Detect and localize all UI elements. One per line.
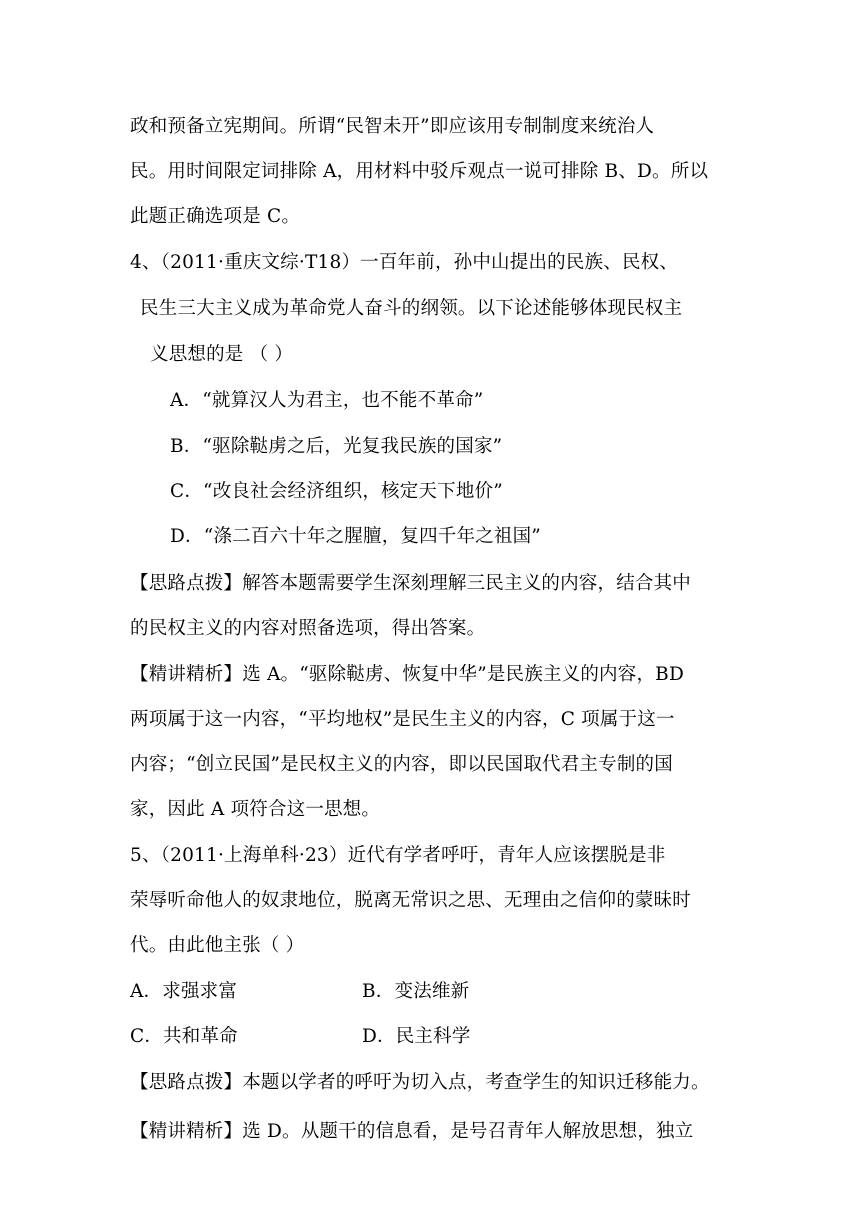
q5-stem-line-3: 代。由此他主张（ ）: [130, 935, 305, 956]
q4-hint-line-1: 【思路点拨】解答本题需要学生深刻理解三民主义的内容，结合其中: [130, 573, 692, 594]
q4-option-a: A．“就算汉人为君主，也不能不革命”: [170, 390, 484, 411]
q4-analysis-line-4: 家，因此 A 项符合这一思想。: [130, 799, 381, 820]
q4-stem-line-2: 民生三大主义成为革命党人奋斗的纲领。以下论述能够体现民权主: [140, 298, 683, 319]
q5-option-c: C．共和革命: [130, 1026, 238, 1047]
q4-option-d: D．“涤二百六十年之腥膻，复四千年之祖国”: [170, 526, 541, 547]
q4-analysis-line-3: 内容；“创立民国”是民权主义的内容，即以民国取代君主专制的国: [130, 754, 673, 775]
q4-option-c: C．“改良社会经济组织，核定天下地价”: [170, 481, 503, 502]
prev-answer-line-2: 民。用时间限定词排除 A，用材料中驳斥观点一说可排除 B、D。所以: [130, 161, 709, 182]
q4-analysis-line-2: 两项属于这一内容，“平均地权”是民生主义的内容，C 项属于这一: [130, 709, 675, 730]
prev-answer-line-1: 政和预备立宪期间。所谓“民智未开”即应该用专制制度来统治人: [130, 116, 655, 137]
q5-stem-line-2: 荣辱听命他人的奴隶地位，脱离无常识之思、无理由之信仰的蒙昧时: [130, 890, 692, 911]
q5-hint: 【思路点拨】本题以学者的呼吁为切入点，考查学生的知识迁移能力。: [130, 1072, 710, 1093]
prev-answer-line-3: 此题正确选项是 C。: [130, 206, 301, 227]
q5-option-b: B．变法维新: [362, 981, 470, 1002]
q4-option-b: B．“驱除鞑虏之后，光复我民族的国家”: [170, 436, 503, 457]
q4-stem-line-3: 义思想的是 （ ）: [150, 344, 294, 365]
q5-option-a: A．求强求富: [130, 981, 238, 1002]
q4-hint-line-2: 的民权主义的内容对照备选项，得出答案。: [130, 618, 486, 639]
q5-stem-line-1: 5、（2011·上海单科·23）近代有学者呼吁，青年人应该摆脱是非: [130, 845, 666, 866]
q4-analysis-line-1: 【精讲精析】选 A。“驱除鞑虏、恢复中华”是民族主义的内容，BD: [130, 664, 684, 685]
q5-option-d: D．民主科学: [362, 1026, 471, 1047]
q4-stem-line-1: 4、（2011·重庆文综·T18）一百年前，孙中山提出的民族、民权、: [130, 252, 679, 273]
q5-analysis-line-1: 【精讲精析】选 D。从题干的信息看，是号召青年人解放思想，独立: [130, 1121, 694, 1142]
